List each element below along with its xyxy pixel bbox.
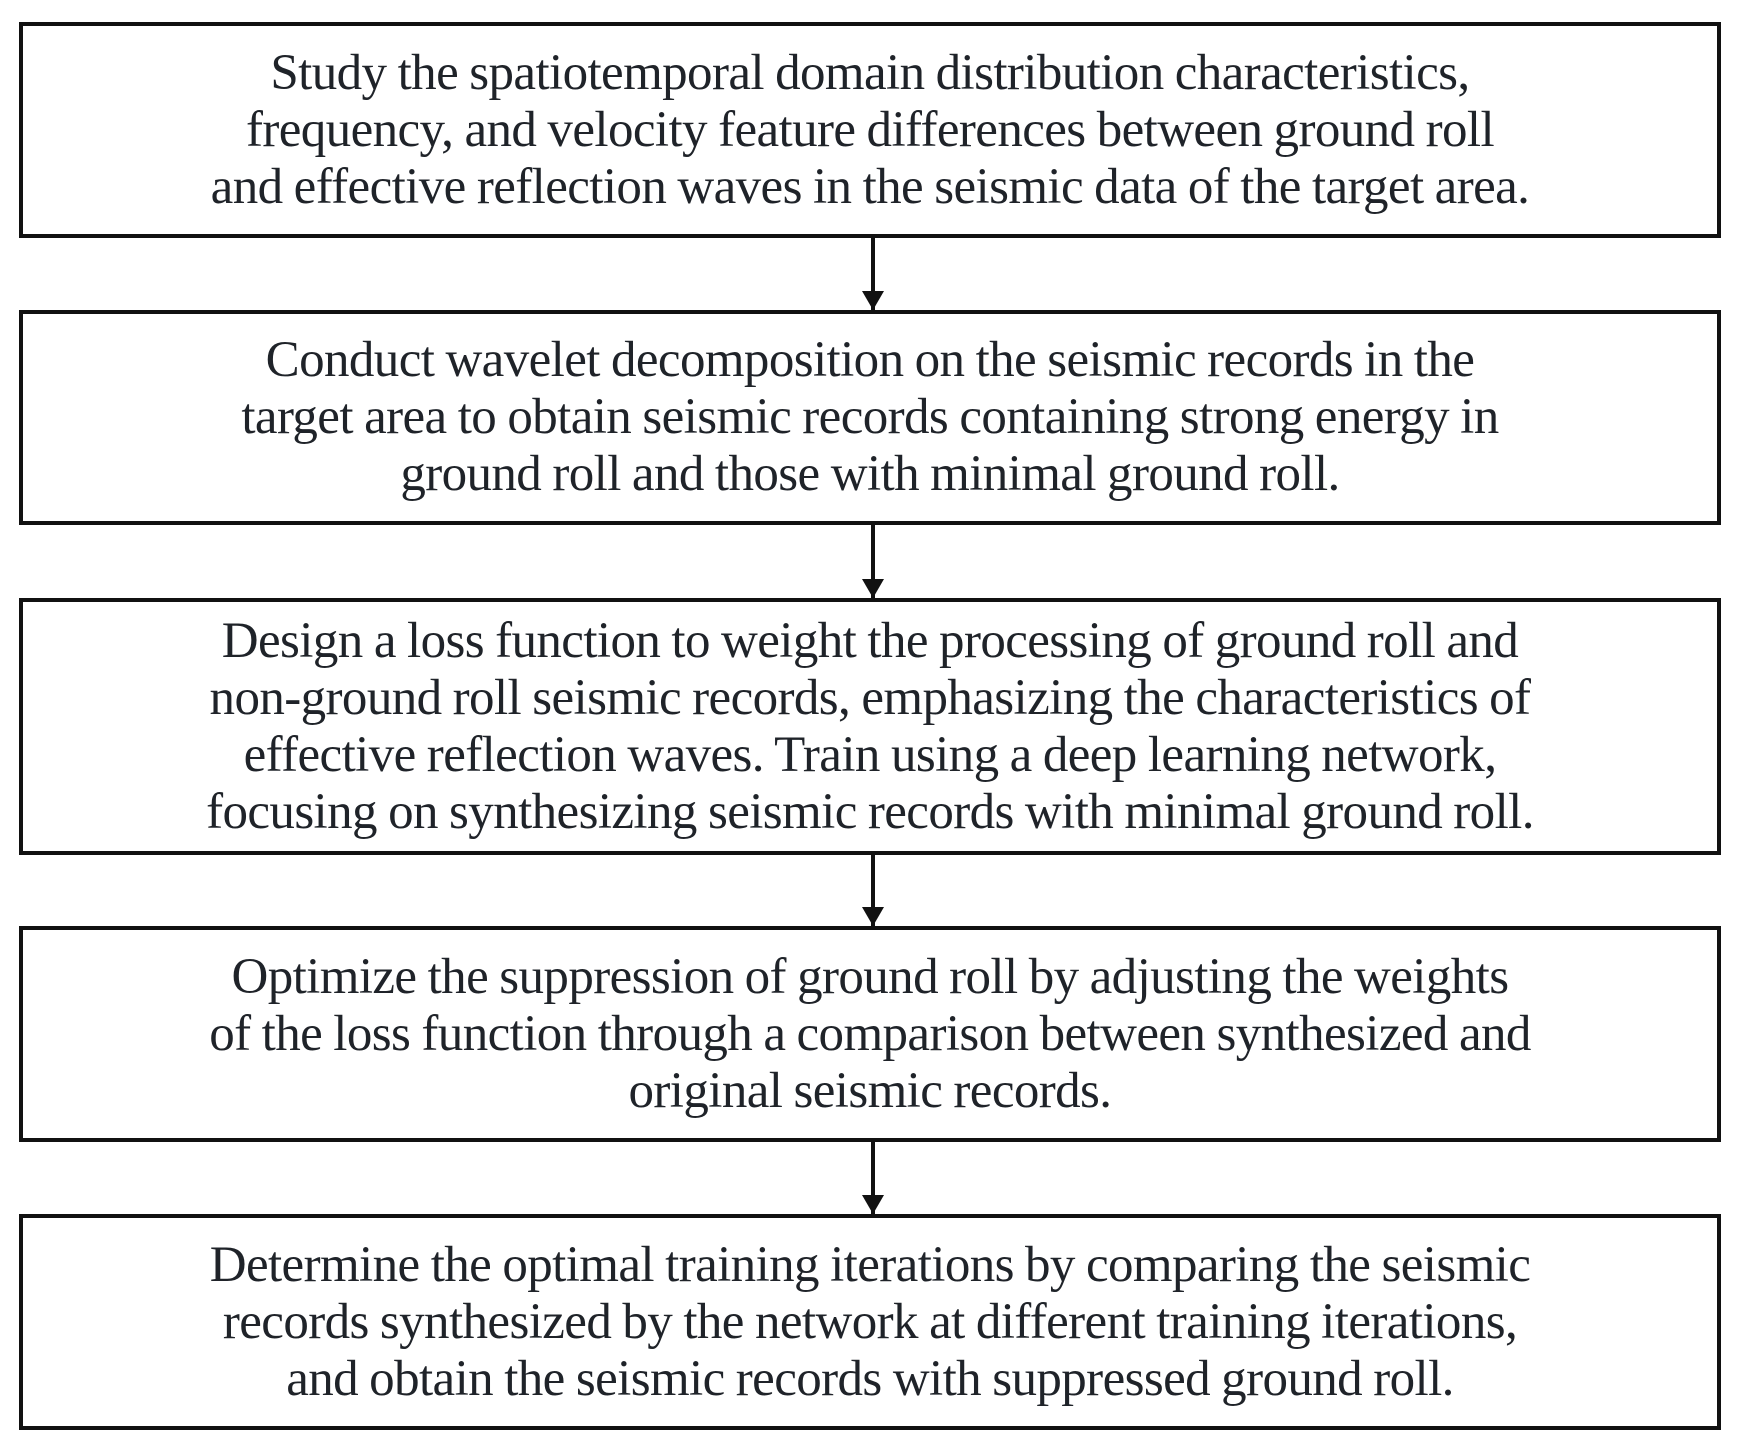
- flow-step-3-text: [196, 613, 1544, 841]
- arrow-down-icon: [871, 855, 875, 926]
- text-line: ground roll and those with minimal ground roll.: [400, 446, 1340, 502]
- arrow-down-icon: [871, 1142, 875, 1214]
- text-line: of the loss function through a comparison between synthesized and: [209, 1005, 1531, 1062]
- text-line: non-ground roll seismic records, emphasizing the characteristics of: [209, 669, 1531, 726]
- flow-step-1-text: [201, 45, 1540, 216]
- flow-step-4: [19, 926, 1721, 1142]
- text-line: frequency, and velocity feature differences between ground roll: [245, 101, 1495, 158]
- flow-step-4-text: [199, 949, 1541, 1120]
- arrow-head: [862, 291, 884, 310]
- text-line: target area to obtain seismic records containing strong energy in: [241, 389, 1499, 445]
- arrow-head: [862, 907, 884, 926]
- arrow-down-icon: [871, 238, 875, 310]
- flow-step-2-text: [231, 332, 1508, 503]
- text-line: records synthesized by the network at different training iterations,: [222, 1293, 1518, 1350]
- text-line: Study the spatiotemporal domain distribution characteristics,: [270, 44, 1470, 101]
- flow-step-5-text: [200, 1237, 1541, 1408]
- text-line: Design a loss function to weight the processing of ground roll and: [221, 612, 1519, 669]
- text-line: and effective reflection waves in the seismic data of the target area.: [210, 158, 1530, 215]
- arrow-head: [862, 1195, 884, 1214]
- text-line: original seismic records.: [628, 1062, 1112, 1119]
- text-line: Optimize the suppression of ground roll by adjusting the weights: [231, 948, 1509, 1005]
- flow-step-3: [19, 598, 1721, 855]
- arrow-down-icon: [871, 525, 875, 598]
- flow-step-5: [19, 1214, 1721, 1430]
- text-line: effective reflection waves. Train using a deep learning network,: [243, 726, 1497, 783]
- text-line: Determine the optimal training iterations by comparing the seismic: [209, 1236, 1531, 1293]
- text-line: focusing on synthesizing seismic records with minimal ground roll.: [206, 783, 1534, 840]
- text-line: Conduct wavelet decomposition on the seismic records in the: [265, 332, 1475, 388]
- arrow-head: [862, 579, 884, 598]
- flow-step-2: [19, 310, 1721, 525]
- text-line: and obtain the seismic records with suppressed ground roll.: [286, 1350, 1454, 1407]
- flow-step-1: [19, 22, 1721, 238]
